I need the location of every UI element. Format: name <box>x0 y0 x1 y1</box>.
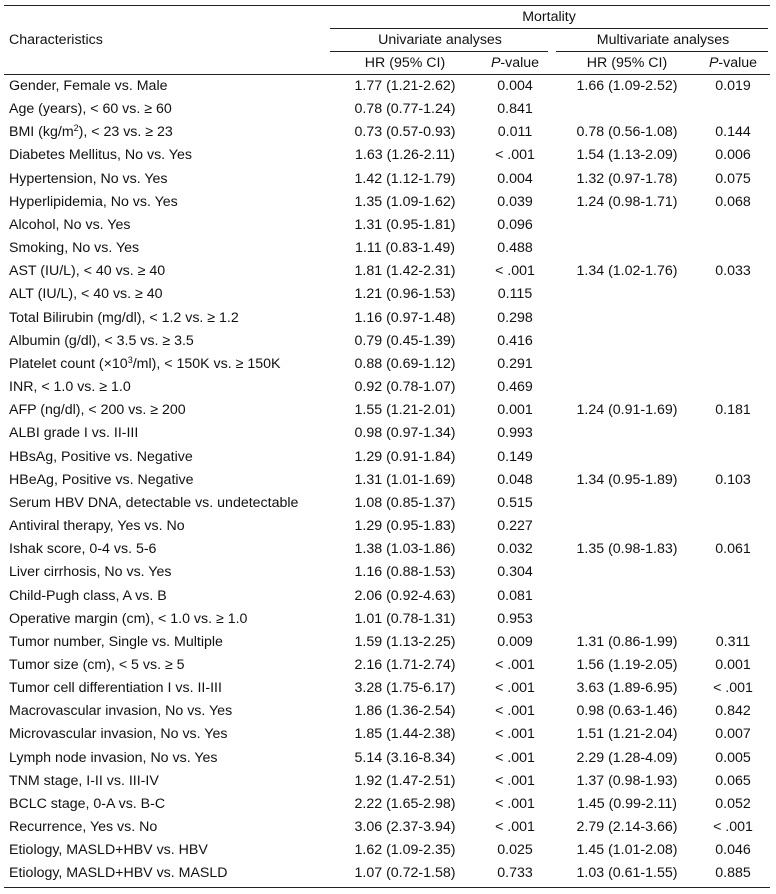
multivariate-hr: 1.51 (1.21-2.04) <box>576 726 678 743</box>
univariate-p-value: < .001 <box>495 147 535 164</box>
table-row <box>0 191 776 214</box>
multivariate-hr: 3.63 (1.89-6.95) <box>576 680 678 697</box>
univariate-hr: 2.06 (0.92-4.63) <box>354 587 456 604</box>
row-characteristic: Etiology, MASLD+HBV vs. HBV <box>9 842 208 859</box>
multivariate-hr: 1.45 (1.01-2.08) <box>576 842 678 859</box>
univariate-hr: 1.55 (1.21-2.01) <box>354 402 456 419</box>
univariate-hr: 1.42 (1.12-1.79) <box>354 170 456 187</box>
row-characteristic: Smoking, No vs. Yes <box>9 240 140 257</box>
univariate-p-value: 0.039 <box>497 193 533 210</box>
table-row <box>0 121 776 144</box>
row-characteristic: Liver cirrhosis, No vs. Yes <box>9 564 172 581</box>
multivariate-p-value: 0.046 <box>715 842 751 859</box>
univariate-p-value: 0.841 <box>497 101 533 118</box>
univariate-hr: 0.79 (0.45-1.39) <box>354 332 456 349</box>
multivariate-p-value: 0.065 <box>715 772 751 789</box>
row-characteristic: ALBI grade I vs. II-III <box>9 425 139 442</box>
univariate-hr: 1.31 (0.95-1.81) <box>354 216 456 233</box>
multivariate-p-value: 0.007 <box>715 726 751 743</box>
multivariate-hr: 1.45 (0.99-2.11) <box>577 795 677 812</box>
univariate-p-value: 0.953 <box>497 610 533 627</box>
multivariate-p-value: 0.061 <box>715 541 751 558</box>
table-row <box>0 283 776 306</box>
univariate-hr: 1.62 (1.09-2.35) <box>354 842 456 859</box>
univariate-hr: 1.29 (0.91-1.84) <box>354 448 456 465</box>
multivariate-hr: 1.35 (0.98-1.83) <box>576 541 678 558</box>
table-row <box>0 770 776 793</box>
multivariate-hr: 1.34 (1.02-1.76) <box>576 263 678 280</box>
multivariate-p-value: 0.005 <box>715 749 751 766</box>
row-characteristic: HBeAg, Positive vs. Negative <box>9 471 194 488</box>
univariate-p-value: < .001 <box>495 772 535 789</box>
univariate-p-value: 0.515 <box>497 494 533 511</box>
row-characteristic: BCLC stage, 0-A vs. B-C <box>9 795 166 812</box>
univariate-p-value: 0.416 <box>497 332 533 349</box>
multivariate-hr: 1.56 (1.19-2.05) <box>576 657 678 673</box>
table-row <box>0 538 776 561</box>
table-top-rule <box>4 5 770 6</box>
table-row <box>0 608 776 631</box>
table-row <box>0 330 776 353</box>
univariate-hr: 1.35 (1.09-1.62) <box>354 193 456 210</box>
table-row <box>0 307 776 330</box>
table-row <box>0 353 776 376</box>
row-characteristic: ALT (IU/L), < 40 vs. ≥ 40 <box>9 286 163 303</box>
row-characteristic: Total Bilirubin (mg/dl), < 1.2 vs. ≥ 1.2 <box>9 309 239 326</box>
header-univariate: Univariate analyses <box>378 32 502 48</box>
row-characteristic: Diabetes Mellitus, No vs. Yes <box>9 147 192 164</box>
header-univariate-p: P-value <box>490 55 540 71</box>
multivariate-p-value: 0.033 <box>715 263 751 280</box>
row-characteristic: INR, < 1.0 vs. ≥ 1.0 <box>9 379 131 396</box>
univariate-hr: 1.59 (1.13-2.25) <box>354 633 456 650</box>
multivariate-hr: 1.24 (0.98-1.71) <box>576 193 678 210</box>
table-row <box>0 515 776 538</box>
table-row <box>0 260 776 283</box>
univariate-p-value: 0.469 <box>497 379 533 396</box>
header-multivariate-p: P-value <box>708 55 758 71</box>
univariate-p-value: 0.025 <box>497 842 533 859</box>
univariate-p-value: 0.009 <box>497 633 533 650</box>
univariate-p-value: 0.993 <box>497 425 533 442</box>
univariate-hr: 0.98 (0.97-1.34) <box>354 425 456 442</box>
multivariate-p-value: 0.885 <box>715 865 751 882</box>
table-row <box>0 561 776 584</box>
univariate-p-value: 0.011 <box>497 124 533 141</box>
table-row <box>0 237 776 260</box>
row-characteristic: Macrovascular invasion, No vs. Yes <box>9 703 233 720</box>
row-characteristic: Hypertension, No vs. Yes <box>9 170 168 187</box>
multivariate-hr: 1.03 (0.61-1.55) <box>576 865 678 882</box>
univariate-p-value: < .001 <box>495 795 535 812</box>
multivariate-hr: 0.98 (0.63-1.46) <box>576 703 678 720</box>
univariate-hr: 1.81 (1.42-2.31) <box>354 263 456 280</box>
table-row <box>0 654 776 677</box>
univariate-hr: 1.16 (0.97-1.48) <box>354 309 456 326</box>
multivariate-underline <box>556 51 768 52</box>
univariate-p-value: 0.291 <box>497 355 533 372</box>
multivariate-p-value: 0.006 <box>715 147 751 164</box>
multivariate-hr: 1.37 (0.98-1.93) <box>576 772 678 789</box>
header-characteristics: Characteristics <box>9 32 103 48</box>
row-characteristic: Antiviral therapy, Yes vs. No <box>9 518 185 535</box>
multivariate-p-value: < .001 <box>713 680 753 697</box>
univariate-hr: 0.78 (0.77-1.24) <box>354 101 456 118</box>
univariate-hr: 3.28 (1.75-6.17) <box>354 680 456 697</box>
row-characteristic: Recurrence, Yes vs. No <box>9 819 158 836</box>
univariate-p-value: 0.032 <box>497 541 533 558</box>
multivariate-hr: 1.24 (0.91-1.69) <box>576 402 678 419</box>
table-row <box>0 144 776 167</box>
univariate-p-value: 0.004 <box>497 78 533 94</box>
row-characteristic: Platelet count $(\times 10^3/ml)$, < 150K vs. ≥ 150K <box>9 354 281 372</box>
univariate-hr: 1.16 (0.88-1.53) <box>354 564 456 581</box>
row-characteristic: TNM stage, I-II vs. III-IV <box>9 772 159 789</box>
univariate-p-value: 0.304 <box>497 564 533 581</box>
univariate-p-value: < .001 <box>495 657 535 673</box>
univariate-hr: 1.85 (1.44-2.38) <box>354 726 456 743</box>
table-row <box>0 816 776 839</box>
univariate-p-value: < .001 <box>495 749 535 766</box>
univariate-p-value: 0.227 <box>497 518 533 535</box>
univariate-hr: 1.92 (1.47-2.51) <box>354 772 456 789</box>
univariate-hr: 1.38 (1.03-1.86) <box>354 541 456 558</box>
univariate-hr: 5.14 (3.16-8.34) <box>354 749 456 766</box>
table-row <box>0 422 776 445</box>
univariate-hr: 1.01 (0.78-1.31) <box>354 610 456 627</box>
table-row <box>0 793 776 816</box>
row-characteristic: Tumor cell differentiation I vs. II-III <box>9 680 222 697</box>
multivariate-p-value: 0.842 <box>715 703 751 720</box>
univariate-p-value: 0.048 <box>497 471 533 488</box>
univariate-hr: 1.63 (1.26-2.11) <box>355 147 455 164</box>
row-characteristic: HBsAg, Positive vs. Negative <box>9 448 193 465</box>
table-row <box>0 75 776 98</box>
row-characteristic: Microvascular invasion, No vs. Yes <box>9 726 228 743</box>
univariate-p-value: 0.488 <box>497 240 533 257</box>
univariate-hr: 1.11 (0.83-1.49) <box>355 240 455 257</box>
multivariate-hr: 1.31 (0.86-1.99) <box>576 633 678 650</box>
header-mortality: Mortality <box>522 9 576 25</box>
table-row <box>0 446 776 469</box>
univariate-hr: 1.31 (1.01-1.69) <box>354 471 456 488</box>
row-characteristic: Etiology, MASLD+HBV vs. MASLD <box>9 865 228 882</box>
univariate-p-value: 0.733 <box>497 865 533 882</box>
table-row <box>0 723 776 746</box>
multivariate-p-value: 0.311 <box>715 633 751 650</box>
univariate-p-value: 0.004 <box>497 170 533 187</box>
multivariate-hr: 1.32 (0.97-1.78) <box>576 170 678 187</box>
row-characteristic: Alcohol, No vs. Yes <box>9 216 131 233</box>
univariate-hr: 1.86 (1.36-2.54) <box>354 703 456 720</box>
univariate-p-value: < .001 <box>495 819 535 836</box>
header-multivariate-hr: HR (95% CI) <box>586 55 668 71</box>
table-bottom-rule <box>4 887 770 888</box>
row-characteristic: BMI $(kg/m^2)$, < 23 vs. ≥ 23 <box>9 123 173 141</box>
multivariate-p-value: 0.052 <box>715 795 751 812</box>
univariate-hr: 3.06 (2.37-3.94) <box>354 819 456 836</box>
row-characteristic: Albumin (g/dl), < 3.5 vs. ≥ 3.5 <box>9 332 194 349</box>
multivariate-hr: 2.29 (1.28-4.09) <box>576 749 678 766</box>
univariate-p-value: < .001 <box>495 726 535 743</box>
univariate-hr: 0.88 (0.69-1.12) <box>354 355 456 372</box>
table-row <box>0 376 776 399</box>
univariate-p-value: 0.081 <box>497 587 533 604</box>
row-characteristic: Hyperlipidemia, No vs. Yes <box>9 193 178 210</box>
univariate-p-value: < .001 <box>495 263 535 280</box>
row-characteristic: Gender, Female vs. Male <box>9 78 168 94</box>
row-characteristic: Ishak score, 0-4 vs. 5-6 <box>9 541 157 558</box>
header-univariate-hr: HR (95% CI) <box>364 55 446 71</box>
table-row <box>0 747 776 770</box>
multivariate-p-value: 0.103 <box>715 471 751 488</box>
multivariate-p-value: 0.019 <box>715 78 751 94</box>
multivariate-hr: 1.66 (1.09-2.52) <box>576 78 678 94</box>
mortality-underline <box>330 28 768 29</box>
table-row <box>0 492 776 515</box>
table-row <box>0 631 776 654</box>
univariate-hr: 1.21 (0.96-1.53) <box>354 286 456 303</box>
univariate-p-value: 0.001 <box>497 402 533 419</box>
table-row <box>0 214 776 237</box>
multivariate-hr: 0.78 (0.56-1.08) <box>576 124 678 141</box>
multivariate-p-value: 0.144 <box>715 124 751 141</box>
row-characteristic: Age (years), < 60 vs. ≥ 60 <box>9 101 172 118</box>
univariate-p-value: < .001 <box>495 680 535 697</box>
table-row <box>0 700 776 723</box>
row-characteristic: Operative margin (cm), < 1.0 vs. ≥ 1.0 <box>9 610 248 627</box>
table-row <box>0 399 776 422</box>
row-characteristic: AST (IU/L), < 40 vs. ≥ 40 <box>9 263 166 280</box>
univariate-p-value: < .001 <box>495 703 535 720</box>
row-characteristic: Lymph node invasion, No vs. Yes <box>9 749 218 766</box>
univariate-p-value: 0.298 <box>497 309 533 326</box>
multivariate-hr: 1.54 (1.13-2.09) <box>576 147 678 164</box>
univariate-p-value: 0.096 <box>497 216 533 233</box>
univariate-p-value: 0.115 <box>497 286 533 303</box>
univariate-underline <box>330 51 548 52</box>
row-characteristic: AFP (ng/dl), < 200 vs. ≥ 200 <box>9 402 186 419</box>
univariate-hr: 0.73 (0.57-0.93) <box>354 124 456 141</box>
multivariate-hr: 1.34 (0.95-1.89) <box>576 471 678 488</box>
multivariate-p-value: 0.001 <box>715 657 751 673</box>
univariate-hr: 1.07 (0.72-1.58) <box>354 865 456 882</box>
table-row <box>0 98 776 121</box>
univariate-p-value: 0.149 <box>497 448 533 465</box>
multivariate-p-value: < .001 <box>713 819 753 836</box>
univariate-hr: 0.92 (0.78-1.07) <box>354 379 456 396</box>
table-row <box>0 585 776 608</box>
univariate-hr: 1.08 (0.85-1.37) <box>354 494 456 511</box>
multivariate-p-value: 0.075 <box>715 170 751 187</box>
univariate-hr: 1.77 (1.21-2.62) <box>354 78 456 94</box>
univariate-hr: 1.29 (0.95-1.83) <box>354 518 456 535</box>
table-row <box>0 168 776 191</box>
row-characteristic: Tumor size (cm), < 5 vs. ≥ 5 <box>9 657 185 673</box>
univariate-hr: 2.16 (1.71-2.74) <box>354 657 456 673</box>
table-row <box>0 677 776 700</box>
multivariate-p-value: 0.181 <box>715 402 751 419</box>
row-characteristic: Tumor number, Single vs. Multiple <box>9 633 223 650</box>
table-row <box>0 862 776 885</box>
table-row <box>0 469 776 492</box>
header-multivariate: Multivariate analyses <box>596 32 730 48</box>
multivariate-p-value: 0.068 <box>715 193 751 210</box>
univariate-hr: 2.22 (1.65-2.98) <box>354 795 456 812</box>
table-row <box>0 839 776 862</box>
multivariate-hr: 2.79 (2.14-3.66) <box>576 819 678 836</box>
row-characteristic: Serum HBV DNA, detectable vs. undetectable <box>9 494 299 511</box>
row-characteristic: Child-Pugh class, A vs. B <box>9 587 167 604</box>
